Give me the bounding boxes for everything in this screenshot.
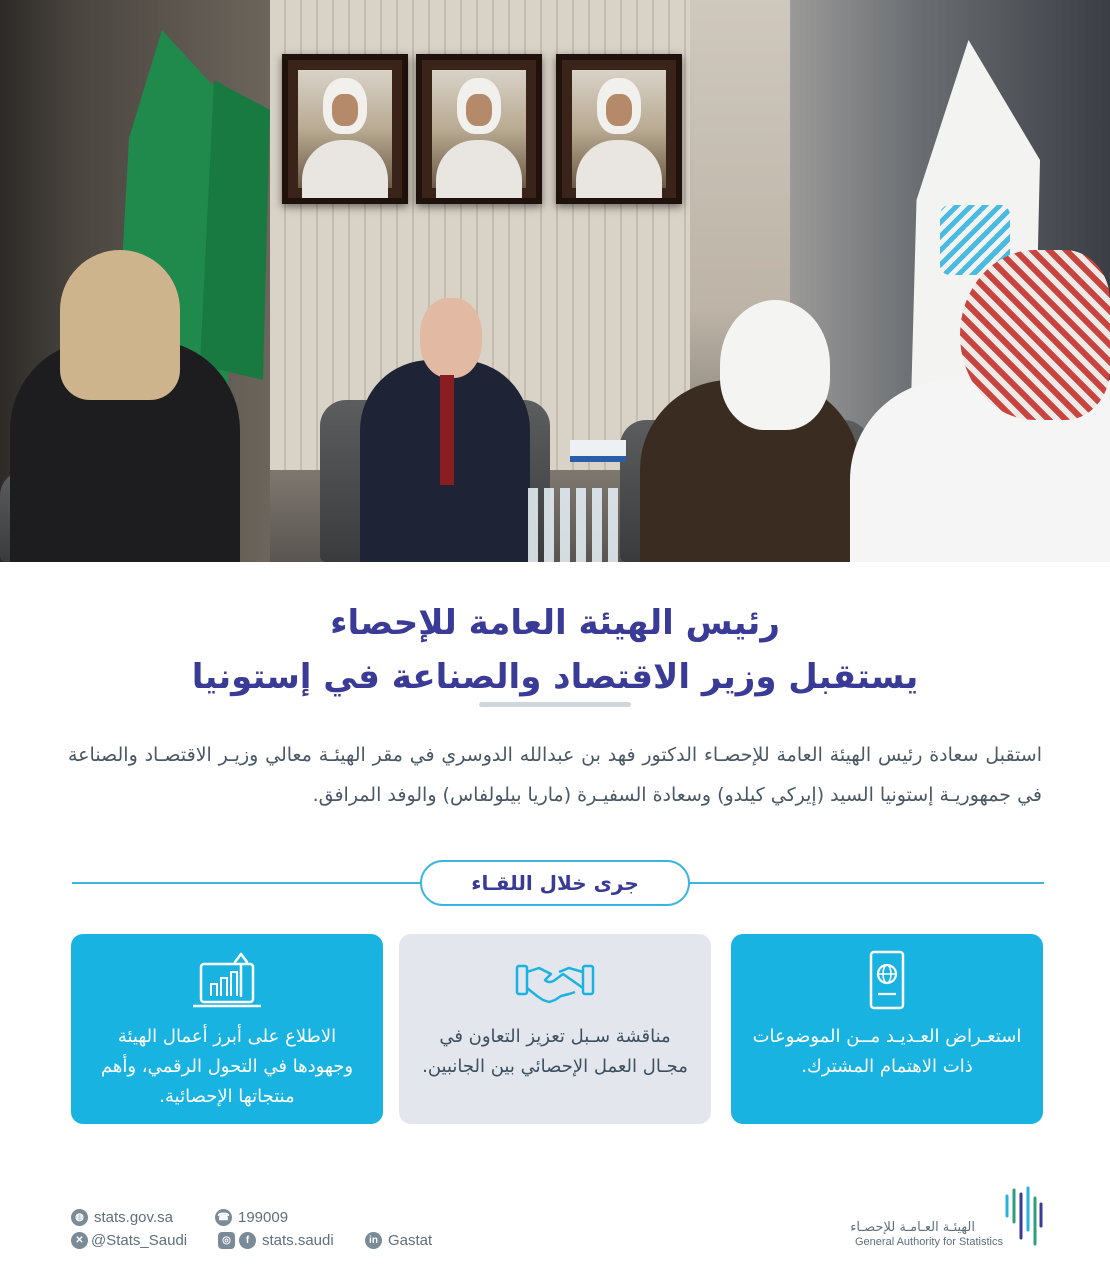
topic-card-2-text: مناقشة سـبل تعزيز التعاون في مجـال العمل الإحصائي بين الجانبين. bbox=[422, 1026, 688, 1077]
instagram-icon: ◎ bbox=[218, 1232, 235, 1249]
handshake-icon bbox=[515, 950, 595, 1014]
footer-phone-text: 199009 bbox=[238, 1209, 289, 1226]
footer-x[interactable] bbox=[71, 1232, 187, 1249]
passport-icon bbox=[847, 950, 927, 1014]
topic-card-1 bbox=[731, 934, 1043, 1124]
portrait-frame-left bbox=[282, 54, 408, 204]
title-line-2: يستقبل وزير الاقتصاد والصناعة في إستونيا bbox=[191, 657, 919, 697]
topic-card-2 bbox=[399, 934, 711, 1124]
portrait-frame-center bbox=[416, 54, 542, 204]
person-minister-head bbox=[420, 298, 482, 378]
footer-social[interactable] bbox=[218, 1232, 334, 1249]
growth-chart-icon bbox=[187, 950, 267, 1014]
title-divider bbox=[479, 702, 631, 707]
title-line-1: رئيس الهيئة العامة للإحصاء bbox=[330, 603, 780, 643]
phone-icon: ☎ bbox=[215, 1209, 232, 1226]
water-bottles bbox=[528, 488, 618, 562]
footer-phone[interactable] bbox=[215, 1209, 288, 1226]
person-woman-hair bbox=[60, 250, 180, 400]
footer-x-text: @Stats_Saudi bbox=[91, 1232, 188, 1249]
person-host-headdress bbox=[720, 300, 830, 430]
person-minister-tie bbox=[440, 375, 454, 485]
meeting-photo bbox=[0, 0, 1110, 562]
logo-english-name: General Authority for Statistics bbox=[855, 1236, 1003, 1248]
person-right-shemagh bbox=[960, 250, 1110, 420]
topic-card-1-text: استعـراض العـديـد مــن الموضوعات ذات الاهتمام المشترك. bbox=[752, 1026, 1022, 1077]
footer-linkedin-text: Gastat bbox=[388, 1232, 433, 1249]
portrait-frame-right bbox=[556, 54, 682, 204]
footer-website[interactable] bbox=[71, 1209, 173, 1226]
tissue-box bbox=[570, 440, 626, 462]
globe-icon: ◍ bbox=[71, 1209, 88, 1226]
topic-card-3-text: الاطلاع على أبرز أعمال الهيئة وجهودها في التحول الرقمي، وأهم منتجاتها الإحصائية. bbox=[100, 1026, 354, 1107]
gastat-logo bbox=[850, 1186, 1045, 1252]
footer-social-text: stats.saudi bbox=[262, 1232, 334, 1249]
logo-arabic-name: الهيئـة العـامـة للإحصـاء bbox=[850, 1220, 975, 1235]
footer-linkedin[interactable] bbox=[365, 1232, 432, 1249]
topic-card-3 bbox=[71, 934, 383, 1124]
facebook-icon: f bbox=[239, 1232, 256, 1249]
linkedin-icon: in bbox=[365, 1232, 382, 1249]
footer-website-text: stats.gov.sa bbox=[94, 1209, 173, 1226]
page-title bbox=[0, 596, 1110, 704]
intro-paragraph: استقبل سعادة رئيس الهيئة العامة للإحصـاء الدكتور فهد بن عبدالله الدوسري في مقر الهيئـة معالي وزيـر الاقتصـاد والصناعة في جمهوريـة إستونيا السيد (إيركي كيلدو) وسعادة السفيـرة (ماريا بيلولفاس) والوفد المرافق. bbox=[68, 744, 1042, 806]
gastat-logo-mark bbox=[1001, 1186, 1045, 1250]
x-icon: ✕ bbox=[71, 1232, 88, 1249]
section-heading: جرى خلال اللقـاء bbox=[420, 860, 690, 906]
